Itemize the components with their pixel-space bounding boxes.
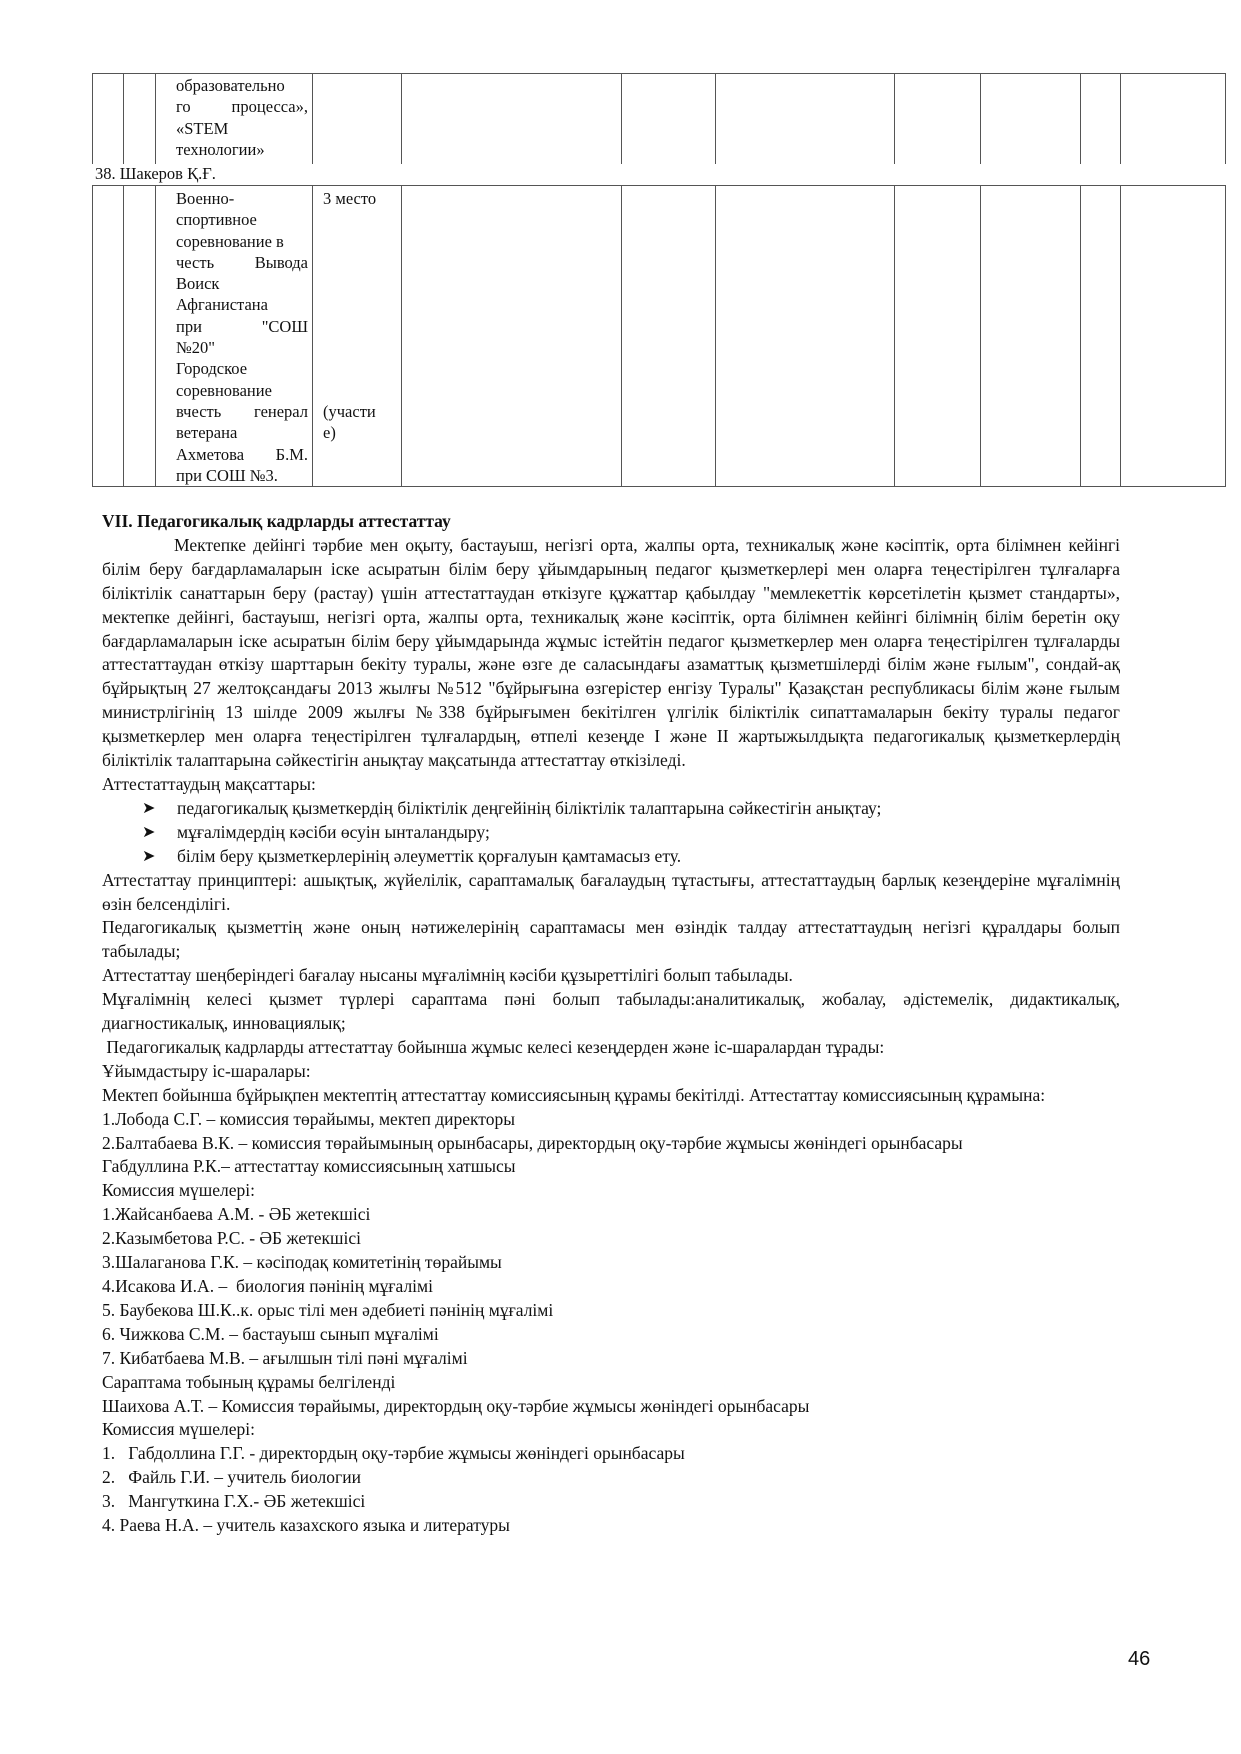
list-item: ➤ мұғалімдердің кәсіби өсуін ынталандыру;: [102, 821, 1120, 845]
activities-paragraph: Мұғалімнің келесі қызмет түрлері сараптама пәні болып табылады:аналитикалық, жобалау, әдістемелік, дидактикалық, диагностикалық, инновациялық;: [102, 989, 1120, 1034]
teacher-name-row: [92, 164, 1226, 185]
commission-line: 1.Жайсанбаева А.М. - ӘБ жетекшісі: [102, 1204, 371, 1225]
object-line: Аттестаттау шеңберіндегі бағалау нысаны мұғалімнің кәсіби құзыреттілігі болып табылады.: [102, 965, 793, 986]
table-border: [894, 73, 895, 487]
order-paragraph: Мектеп бойынша бұйрықпен мектептің аттестаттау комиссиясының құрамы бекітілді. Аттестаттау комиссиясының құрамына:: [102, 1084, 1046, 1105]
commission-line: 6. Чижкова С.М. – бастауыш сынып мұғалімі: [102, 1323, 439, 1344]
event-description: образовательно го процесса», «STEM технологии»: [176, 76, 308, 159]
table-border: [92, 185, 1226, 186]
goals-label: Аттестаттаудың мақсаттары:: [102, 773, 316, 794]
page-number: 46: [1128, 1648, 1151, 1670]
results-table: [92, 73, 1226, 487]
table-border: [621, 73, 622, 487]
arrowhead-icon: ➤: [142, 823, 156, 841]
table-border: [312, 73, 313, 487]
commission-line: 2. Файль Г.И. – учитель биологии: [102, 1467, 361, 1488]
commission-line: Шаихова А.Т. – Комиссия төрайымы, директордың оқу-тәрбие жұмысы жөніндегі орынбасары: [102, 1395, 810, 1416]
arrowhead-icon: ➤: [142, 799, 156, 817]
commission-line: 4. Раева Н.А. – учитель казахского языка и литературы: [102, 1515, 510, 1536]
table-border: [92, 73, 93, 487]
commission-line: 1.Лобода С.Г. – комиссия төрайымы, мектеп директоры: [102, 1108, 515, 1129]
section-heading: VII. Педагогикалық кадрларды аттестаттау: [102, 511, 451, 531]
table-border: [155, 73, 156, 487]
table-border: [1120, 73, 1121, 487]
list-item: ➤ білім беру қызметкерлерінің әлеуметтік қорғалуын қамтамасыз ету.: [102, 845, 1120, 869]
commission-line: 4.Исакова И.А. – биология пәнінің мұғалімі: [102, 1276, 433, 1296]
table-border: [980, 73, 981, 487]
principles-paragraph: Аттестаттау принциптері: ашықтық, жүйелілік, сараптамалық бағалаудың тұтастығы, аттестаттаудың барлық кезеңдеріне мұғалімнің өзін белсенділігі.: [102, 869, 1120, 914]
table-border: [1080, 73, 1081, 487]
commission-line: 1. Габдоллина Г.Г. - директордың оқу-тәрбие жұмысы жөніндегі орынбасары: [102, 1443, 685, 1464]
commission-line: 2.Казымбетова Р.С. - ӘБ жетекшісі: [102, 1228, 361, 1249]
commission-line: Комиссия мүшелері:: [102, 1419, 256, 1440]
table-border: [123, 73, 124, 487]
goals-list: [102, 797, 1120, 869]
event-description: Военно- спортивное соревнование в честь Вывода Воиск Афганистана при "СОШ №20" Городское соревнование вчесть генерал ветерана Ахметова Б.М. при СОШ №3.: [176, 189, 308, 485]
table-border: [1225, 73, 1226, 487]
intro-paragraph: Мектепке дейінгі тәрбие мен оқыту, бастауыш, негізгі орта, жалпы орта, техникалық және кәсіптік, орта білімнен кейінгі білім беру бағдарламаларын іске асыратын білім беру ұйымдарының педагог қызметкерлері мен оларға теңестірілген тұлғаларға біліктілік санаттарын беру (растау) үшін аттестаттаудан өткізуге құжаттар қабылдау "мемлекеттік көрсетілетін қызмет стандарты», мектепке дейінгі, бастауыш, негізгі орта, жалпы орта, техникалық және кәсіптік, орта білімнен кейінгі білімнің білім беретін оқу бағдарламаларын іске асыратын білім беру ұйымдарында жұмыс істейтін педагог қызметкерлер мен оларға теңестірілген тұлғаларды аттестаттаудан өткізу шарттарын бекіту туралы, және өзге де саласындағы азаматтық қызметшілерді білім және ғылым", сондай-ақ бұйрықтың 27 желтоқсандағы 2013 жылғы №512 "бұйрығына өзгерістер енгізу Туралы" Қазақстан республикасы білім және ғылым министрлігінің 13 шілде 2009 жылғы №338 бұйрығымен бекітілген үлгілік біліктілік сипаттамаларын бекіту туралы педагог қызметкерлер мен оларға теңестірілген тұлғалардың, өтпелі кезеңде I және II жартыжылдықта педагогикалық қызметкерлердің біліктілік талаптарына сәйкестігін анықтау мақсатында аттестаттау өткізіледі.: [102, 534, 1120, 771]
commission-line: Габдуллина Р.К.– аттестаттау комиссиясының хатшысы: [102, 1156, 516, 1177]
commission-line: Комиссия мүшелері:: [102, 1180, 256, 1201]
result-place: 3 место: [323, 189, 377, 208]
table-border: [401, 73, 402, 487]
table-border: [715, 73, 716, 487]
result-participation: (участи е): [323, 402, 376, 443]
commission-line: Сараптама тобының құрамы белгіленді: [102, 1371, 396, 1392]
commission-line: 5. Баубекова Ш.К..к. орыс тілі мен әдебиеті пәнінің мұғалімі: [102, 1299, 554, 1320]
table-border: [92, 73, 1226, 74]
stages-line: Педагогикалық кадрларды аттестаттау бойынша жұмыс келесі кезеңдерден және іс-шаралардан тұрады:: [102, 1036, 885, 1057]
commission-line: 3.Шалаганова Г.К. – кәсіподақ комитетінің төрайымы: [102, 1252, 502, 1273]
commission-line: 7. Кибатбаева М.В. – ағылшын тілі пәні мұғалімі: [102, 1347, 468, 1368]
analysis-paragraph: Педагогикалық қызметтің және оның нәтижелерінің сараптамасы мен өзіндік талдау аттестаттаудың негізгі құралдары болып табылады;: [102, 917, 1120, 962]
commission-line: 2.Балтабаева В.К. – комиссия төрайымының орынбасары, директордың оқу-тәрбие жұмысы жөніндегі орынбасары: [102, 1132, 963, 1153]
list-item: ➤ педагогикалық қызметкердің біліктілік деңгейінің біліктілік талаптарына сәйкестігін анықтау;: [102, 797, 1120, 821]
teacher-name: 38. Шакеров Қ.Ғ.: [95, 164, 216, 183]
org-label: Ұйымдастыру іс-шаралары:: [102, 1060, 311, 1081]
attestation-section: [102, 510, 1120, 1538]
arrowhead-icon: ➤: [142, 847, 156, 865]
commission-line: 3. Мангуткина Г.Х.- ӘБ жетекшісі: [102, 1491, 366, 1512]
